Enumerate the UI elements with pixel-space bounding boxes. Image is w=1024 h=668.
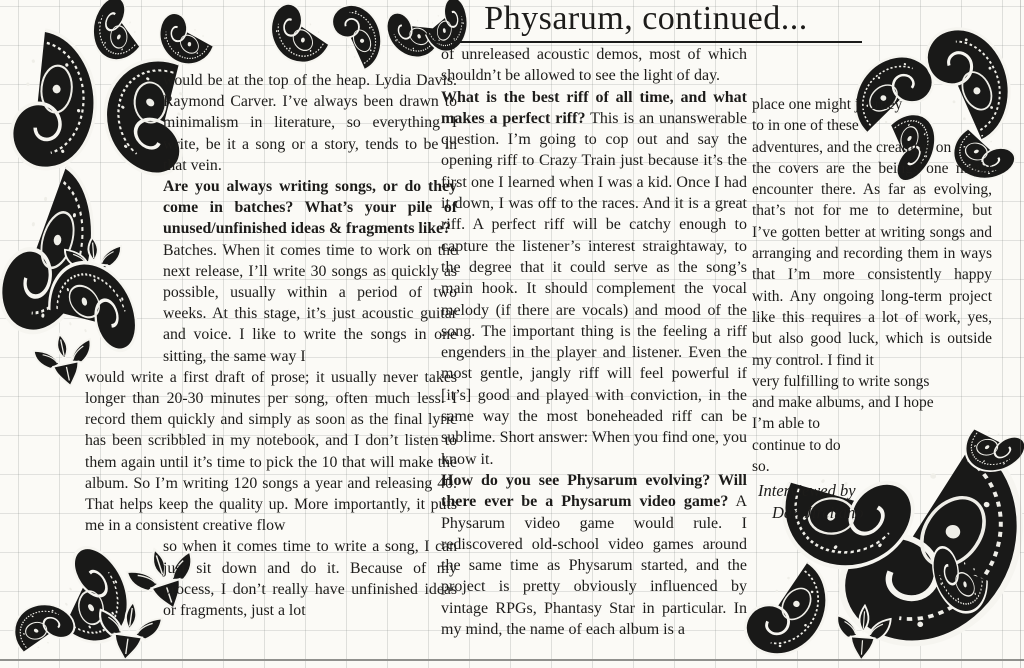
right-wrapped-line: very fulfilling to write songs [752,372,930,390]
fleur-ornament-icon [824,601,902,664]
page-title: Physarum, continued... [484,0,808,37]
right-column [752,94,992,524]
middle-answer-riff: This is an unanswerable question. I’m going to cop out and say the opening riff to Crazy Train just because it’s the first one I learned when I was a kid. Once I had it down, I was off to the races. And it is a great riff. A perfect riff will be catchy enough to capture the listener’s interest straightaway, to the degree that it could serve as the song’s main hook. It should complement the vocal melody (if there are vocals) and mood of the song. The important thing is the feeling a riff engenders in the player and listener. Even the most gentle, jangly riff will feel powerful if [it’s] good and played with conviction, in the same way the most boneheaded riff can be sublime. Short answer: When you find one, you know it. [441,109,747,468]
middle-column [441,44,747,640]
title-underline [432,41,862,43]
interviewer-credit [758,480,992,524]
right-wrapped-line: to in one of these [752,117,859,135]
paisley-ornament-icon [261,0,337,71]
credit-line: Dan Jircitano [772,503,864,523]
left-answer-part2: would write a first draft of prose; it usually never takes longer than 20-30 minutes per song, often much less. I record them quickly and simply as soon as the final lyric has been scribbled in my notebook, and I don’t listen to them again until it’s time to pick the 10 that will make the album. So I’m writing 120 songs a year and releasing 40. That helps keep the quality up. More importantly, it puts me in a consistent creative flow [85,368,457,535]
left-intro-paragraph: would be at the top of the heap. Lydia Davis. Raymond Carver. I’ve always been drawn to minimalism in literature, so everything I write, be it a song or a story, tends to be in that vein. [163,72,457,174]
interview-question-2: What is the best riff of all time, and what makes a perfect riff? [441,88,747,127]
right-wrapped-line: I’m able to [752,415,821,433]
credit-line: Interviewed by [758,481,856,501]
right-wrapped-line: adventures, and the creatures on [752,138,952,156]
left-column [85,70,457,621]
interview-question-3: How do you see Physarum evolving? Will there ever be a Physarum video game? [441,471,747,511]
left-answer-part1: Batches. When it comes time to work on the next release, I’ll write 30 songs as quickly as possible, usually within a period of two weeks. At this stage, it’s just acoustic guitar and voice. I like to write the songs in one sitting, the same way I [163,241,457,365]
scan-edge-line [1020,0,1021,668]
right-wrapped-line: place one might journey [752,96,903,113]
interview-question-1: Are you always writing songs, or do they come in batches? What’s your pile of unused/unfinished ideas & fragments like? [163,178,457,238]
middle-qa-riff [441,87,747,470]
middle-answer-evolving: A Physarum video game would rule. I rediscovered old-school video games around the same time as Physarum started, and the project is pretty obviously influenced by vintage RPGs, Phantasy Star in particular. In my mind, the name of each album is a [441,493,748,639]
middle-qa-evolving [441,470,747,640]
right-wrapped-line: so. [752,458,770,476]
right-wrapped-line: continue to do [752,436,841,454]
left-answer-part3: so when it comes time to write a song, I can just sit down and do it. Because of my process, I don’t really have unfinished ideas or fragments, just a lot [163,538,457,620]
paisley-ornament-icon [153,10,218,70]
right-body-paragraph: the covers are the beings one might encounter there. As far as evolving, that’s not for me to determine, but I’ve gotten better at writing songs and arranging and recording them in ways that I’m more consistently happy with. Any ongoing long-term project like this requires a lot of work, yes, but also good luck, which is outside my control. I find it [752,159,992,369]
right-wrapped-line: and make albums, and I hope [752,394,934,412]
middle-continued-paragraph: of unreleased acoustic demos, most of which shouldn’t be allowed to see the light of day. [441,46,747,85]
scan-edge-line [0,659,1024,661]
paisley-ornament-icon [329,0,387,74]
